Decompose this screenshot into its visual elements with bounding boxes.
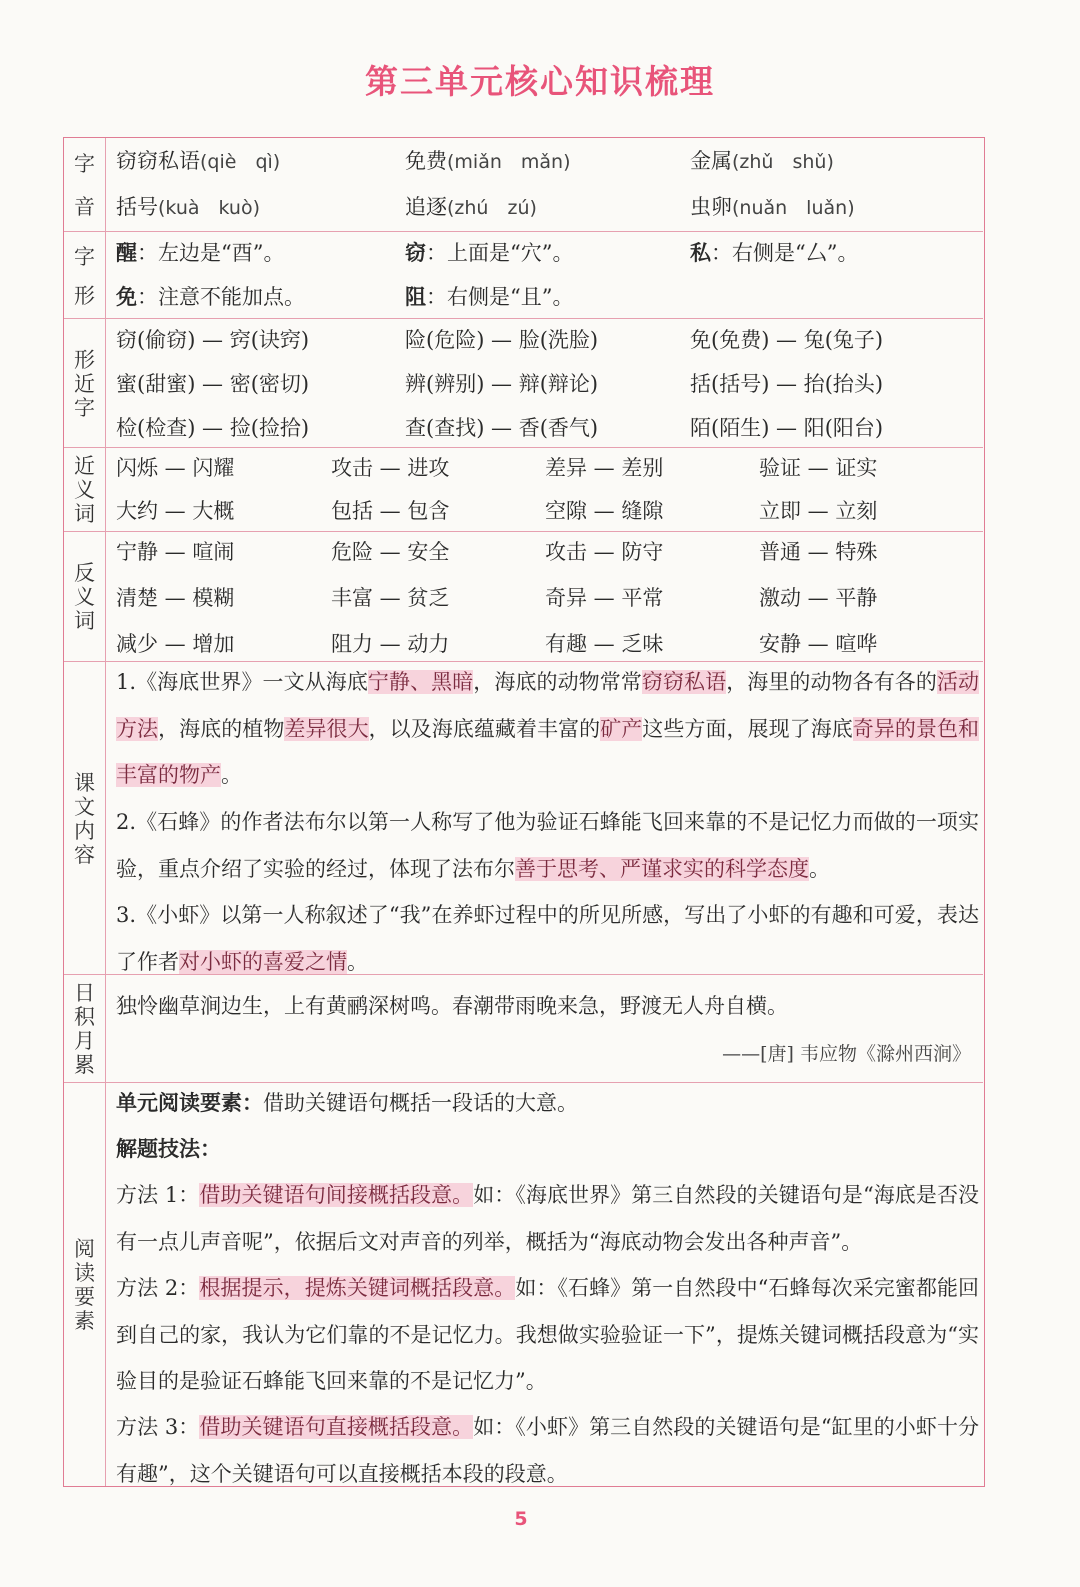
text-run: 方法 2：: [116, 1276, 200, 1300]
highlighted-phrase: 矿产: [600, 716, 643, 741]
knowledge-table: [63, 137, 985, 1487]
poem-text: 独怜幽草涧边生，上有黄鹂深树鸣。春潮带雨晚来急，野渡无人舟自横。: [116, 994, 788, 1018]
method-2: [116, 1265, 979, 1405]
highlighted-phrase: 善于思考、严谨求实的科学态度: [515, 856, 809, 881]
poem-source: ——[唐] 韦应物《滁州西涧》: [722, 1043, 971, 1065]
glyph-note: 阻：右侧是“且”。: [405, 284, 574, 309]
pinyin-item: 括号(kuà kuò): [116, 195, 261, 219]
glyph-note: 醒：左边是“酉”。: [116, 240, 285, 265]
table-row: 宁静 — 喧闹 危险 — 安全 攻击 — 防守 普通 — 特殊: [116, 540, 878, 564]
page-number: 5: [514, 1508, 528, 1530]
highlighted-phrase: 根据提示，提炼关键词概括段意。: [199, 1276, 516, 1300]
text-run: 如：《石蜂》第一自然段中“石蜂每次采完蜜都能回到自己的家，我认为它们靠的不是记忆力。我想做实验验证一下”，提炼关键词概括段意为“实验目的是验证石蜂能飞回来靠的不是记忆力”。: [116, 1276, 980, 1393]
section-xing-jin-zi: [64, 318, 983, 448]
text-run: 。: [809, 856, 830, 881]
text-run: 如：《小虾》第三自然段的关键语句是“缸里的小虾十分有趣”，这个关键语句可以直接概括本段的段意。: [116, 1415, 980, 1486]
section-label: 近 义 词: [64, 448, 106, 532]
table-row: [116, 184, 979, 230]
glyph-note: 私：右侧是“厶”。: [690, 240, 859, 265]
section-label: 课 文 内 容: [64, 662, 106, 975]
text-run: 。: [347, 949, 368, 974]
lesson-summary-3: [116, 892, 979, 985]
text-run: 如：《海底世界》第三自然段的关键语句是“海底是否没有一点儿声音呢”，依据后文对声音的列举，概括为“海底动物会发出各种声音”。: [116, 1183, 980, 1254]
section-label: 字 音: [64, 138, 106, 231]
pinyin-item: 窃窃私语(qiè qì): [116, 149, 281, 173]
text-run: ，海里的动物各有各的: [726, 670, 937, 694]
section-label: 反 义 词: [64, 532, 106, 662]
section-jin-yi-ci: [64, 447, 983, 532]
text-run: 2.《石蜂》的作者法布尔以第一人称写了他为验证石蜂能飞回来靠的不是记忆力而做的一项实验，重点介绍了实验的经过，体现了法布尔: [116, 810, 979, 881]
text-run: 1.《海底世界》一文从海底: [116, 670, 368, 694]
pinyin-item: 追逐(zhú zú): [405, 195, 537, 219]
table-row: [116, 138, 979, 184]
section-yue-du-yao-su: [64, 1082, 983, 1486]
table-row: 蜜(甜蜜) — 密(密切) 辨(辨别) — 辩(辩论) 括(括号) — 抬(抬头): [116, 372, 884, 396]
highlighted-phrase: 活动方法: [116, 670, 980, 741]
method-1: [116, 1172, 979, 1265]
text-run: 方法 3：: [116, 1415, 200, 1439]
table-row: 清楚 — 模糊 丰富 — 贫乏 奇异 — 平常 激动 — 平静: [116, 586, 878, 610]
highlighted-phrase: 窃窃私语: [641, 670, 727, 694]
highlighted-phrase: 差异很大: [284, 716, 369, 741]
table-row: 检(检查) — 捡(捡拾) 查(查找) — 香(香气) 陌(陌生) — 阳(阳台): [116, 416, 884, 440]
text-run: 。: [221, 763, 242, 787]
highlighted-phrase: 宁静、黑暗: [367, 670, 474, 694]
section-zi-yin: [64, 138, 983, 231]
text-run: ，海底的植物: [158, 716, 285, 741]
table-row: [116, 274, 979, 320]
section-zi-xing: [64, 231, 983, 319]
text-run: ，以及海底蕴藏着丰富的: [368, 716, 601, 741]
section-label: 形 近 字: [64, 319, 106, 448]
table-row: 减少 — 增加 阻力 — 动力 有趣 — 乏味 安静 — 喧哗: [116, 632, 878, 656]
text-run: 这些方面，展现了海底: [642, 716, 853, 741]
lesson-summary-2: [116, 799, 979, 892]
highlighted-phrase: 对小虾的喜爱之情: [179, 949, 347, 974]
section-ke-wen: [64, 661, 983, 975]
text-run: 方法 1：: [116, 1183, 200, 1207]
method-3: [116, 1404, 979, 1497]
section-label: 阅 读 要 素: [64, 1083, 106, 1486]
glyph-note: 窃：上面是“穴”。: [405, 240, 574, 265]
highlighted-phrase: 借助关键语句直接概括段意。: [199, 1415, 474, 1439]
text-run: ，海底的动物常常: [473, 670, 642, 694]
highlighted-phrase: 借助关键语句间接概括段意。: [199, 1183, 474, 1207]
text-run: 3.《小虾》以第一人称叙述了“我”在养虾过程中的所见所感，写出了小虾的有趣和可爱，表达了作者: [116, 903, 979, 974]
table-row: 大约 — 大概 包括 — 包含 空隙 — 缝隙 立即 — 立刻: [116, 499, 878, 523]
pinyin-item: 虫卵(nuǎn luǎn): [690, 195, 855, 219]
section-fan-yi-ci: [64, 531, 983, 662]
table-row: 窃(偷窃) — 窍(诀窍) 险(危险) — 脸(洗脸) 免(免费) — 兔(兔子): [116, 328, 884, 352]
pinyin-item: 免费(miǎn mǎn): [405, 149, 571, 173]
pinyin-item: 金属(zhǔ shǔ): [690, 149, 834, 173]
lesson-summary-1: [116, 659, 979, 799]
tips-title: 解题技法：: [116, 1136, 221, 1161]
reading-element: 单元阅读要素：借助关键语句概括一段话的大意。: [116, 1090, 578, 1115]
section-label: 日 积 月 累: [64, 975, 106, 1083]
page-title: 第三单元核心知识梳理: [365, 62, 715, 101]
section-label: 字 形: [64, 232, 106, 319]
highlighted-phrase: 奇异的景色和丰富的物产: [116, 716, 980, 787]
section-ri-ji-yue-lei: [64, 974, 983, 1083]
table-row: 闪烁 — 闪耀 攻击 — 进攻 差异 — 差别 验证 — 证实: [116, 456, 878, 480]
table-row: [116, 230, 979, 276]
glyph-note: 免：注意不能加点。: [116, 284, 305, 309]
